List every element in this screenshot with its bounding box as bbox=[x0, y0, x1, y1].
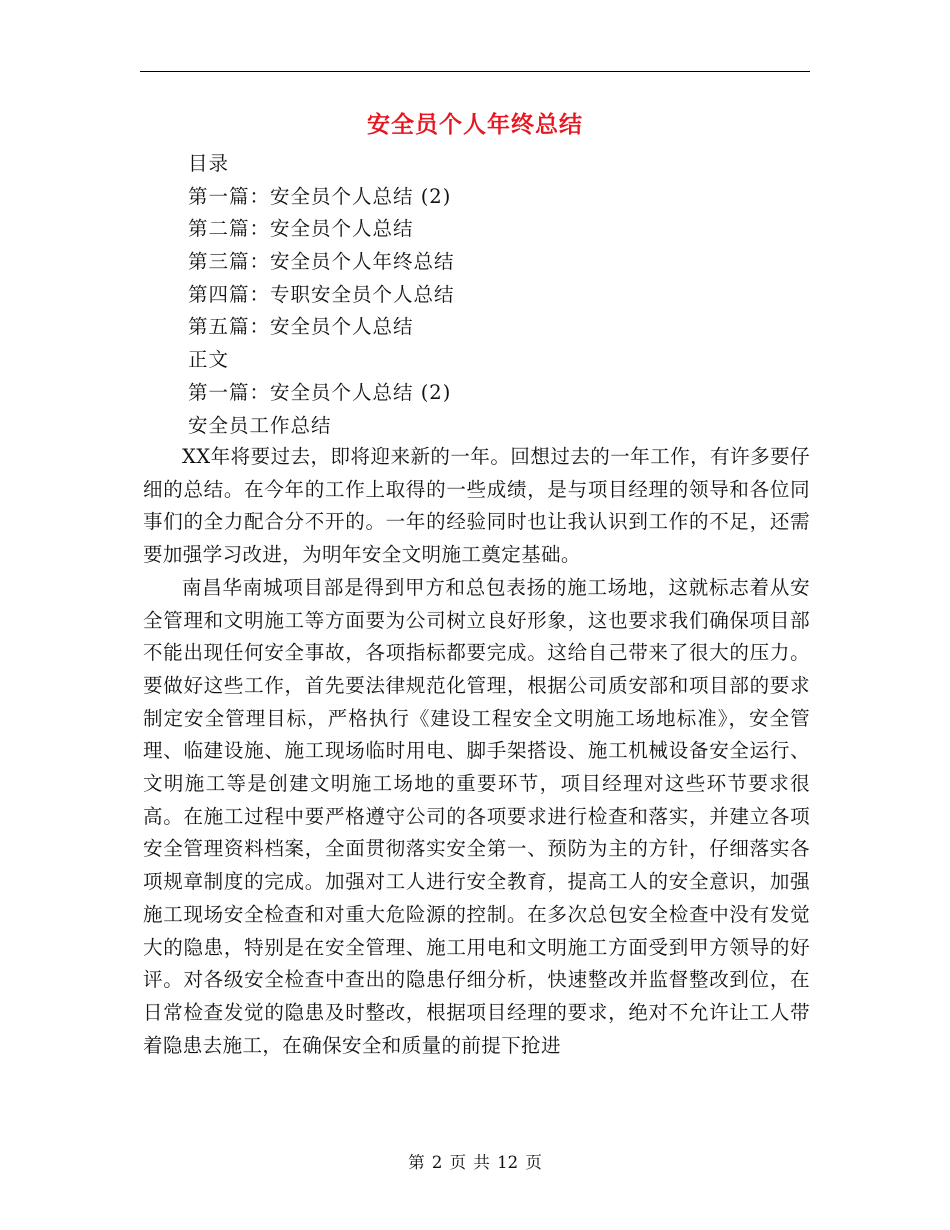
body-text bbox=[143, 441, 810, 1062]
toc-heading: 目录 bbox=[188, 152, 230, 175]
section-heading: 第一篇：安全员个人总结 (2) bbox=[188, 380, 452, 404]
paragraph: 南昌华南城项目部是得到甲方和总包表扬的施工场地，这就标志着从安全管理和文明施工等方面要为公司树立良好形象，这也要求我们确保项目部不能出现任何安全事故，各项指标都要完成。这给自己带来了很大的压力。要做好这些工作，首先要法律规范化管理，根据公司质安部和项目部的要求制定安全管理目标，严格执行《建设工程安全文明施工场地标准》，安全管理、临建设施、施工现场临时用电、脚手架搭设、施工机械设备安全运行、文明施工等是创建文明施工场地的重要环节，项目经理对这些环节要求很高。在施工过程中要严格遵守公司的各项要求进行检查和落实，并建立各项安全管理资料档案，全面贯彻落实安全第一、预防为主的方针，仔细落实各项规章制度的完成。加强对工人进行安全教育，提高工人的安全意识，加强施工现场安全检查和对重大危险源的控制。在多次总包安全检查中没有发觉大的隐患，特别是在安全管理、施工用电和文明施工方面受到甲方领导的好评。对各级安全检查中查出的隐患仔细分析，快速整改并监督整改到位，在日常检查发觉的隐患及时整改，根据项目经理的要求，绝对不允许让工人带着隐患去施工，在确保安全和质量的前提下抢进 bbox=[143, 575, 810, 1057]
toc-item: 第一篇：安全员个人总结 (2) bbox=[188, 184, 452, 208]
toc-item: 第三篇：安全员个人年终总结 bbox=[188, 250, 455, 274]
header-rule bbox=[140, 71, 810, 72]
table-of-contents bbox=[188, 148, 808, 442]
section-subtitle: 安全员工作总结 bbox=[188, 413, 332, 437]
toc-item: 第二篇：安全员个人总结 bbox=[188, 217, 414, 241]
paragraph: XX年将要过去，即将迎来新的一年。回想过去的一年工作，有许多要仔细的总结。在今年的工作上取得的一些成绩，是与项目经理的领导和各位同事们的全力配合分不开的。一年的经验同时也让我认识到工作的不足，还需要加强学习改进，为明年安全文明施工奠定基础。 bbox=[143, 445, 810, 567]
toc-item: 第四篇：专职安全员个人总结 bbox=[188, 282, 455, 306]
toc-item: 第五篇：安全员个人总结 bbox=[188, 315, 414, 339]
body-heading: 正文 bbox=[188, 348, 230, 372]
document-title: 安全员个人年终总结 bbox=[367, 111, 583, 138]
page-footer: 第 2 页 共 12 页 bbox=[408, 1153, 542, 1172]
